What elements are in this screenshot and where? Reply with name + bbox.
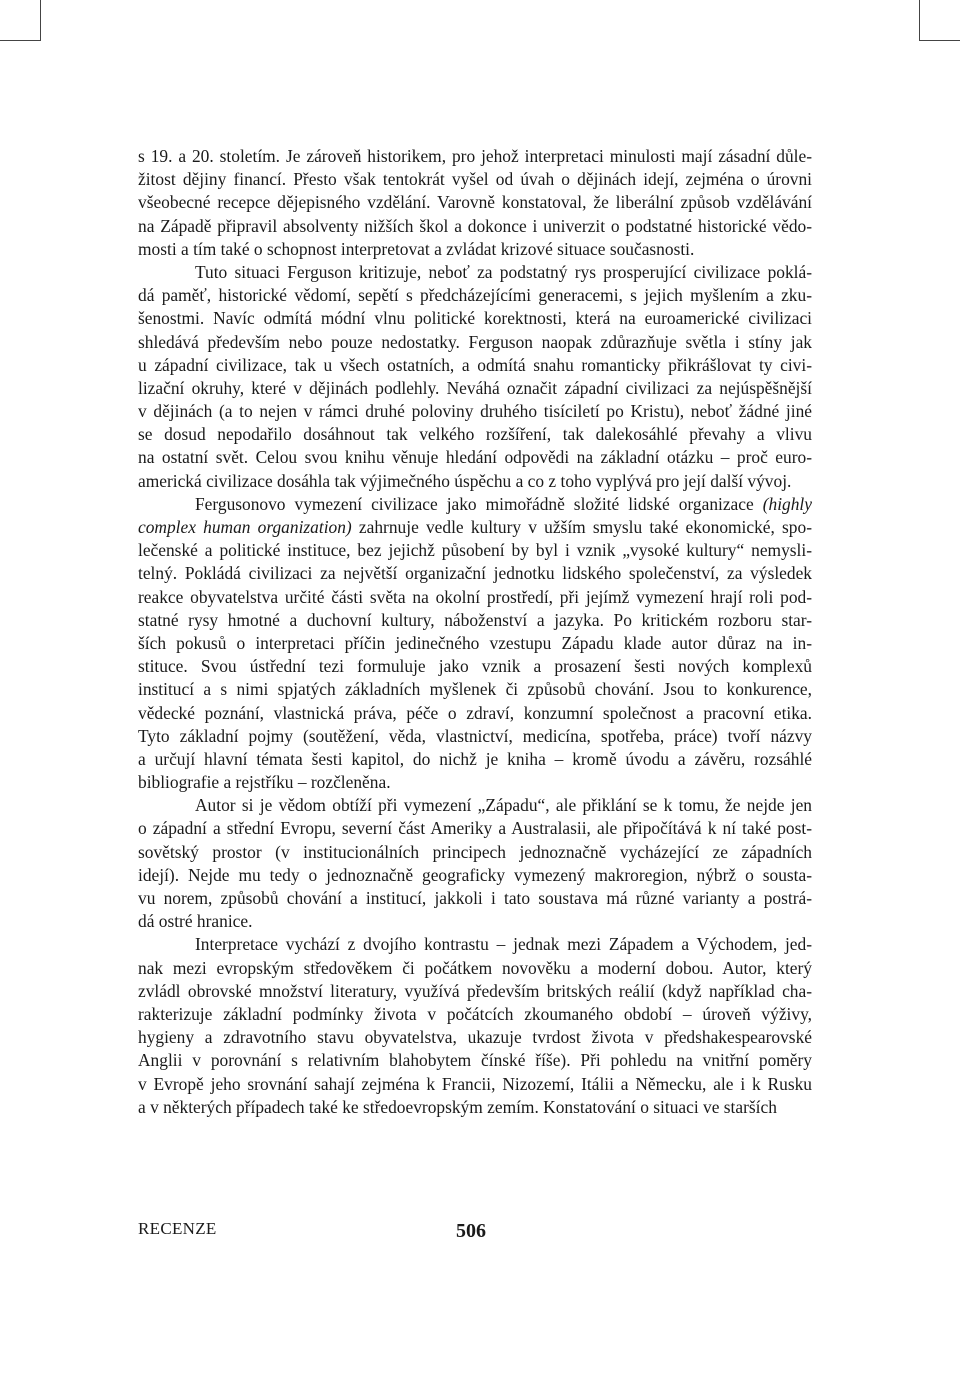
text-line: bibliografie a rejstříku – rozčleněna. [138, 772, 391, 793]
text-line: Anglii v porovnání s relativním blahobytem čínské říše). Při pohledu na vnitřní poměry [138, 1050, 812, 1071]
text-line: telný. Pokládá civilizaci za největší organizační jednotku lidského společenství, za výsledek [138, 563, 812, 584]
text-line: na ostatní svět. Celou svou knihu věnuje hledání odpovědi na základní otázku – proč euro- [138, 447, 812, 468]
text-line: mosti a tím také o schopnost interpretovat a zvládat krizové situace současnosti. [138, 238, 695, 259]
text-line: rakterizuje základní podmínky života v počátcích zkoumaného období – úroveň výživy, [138, 1003, 812, 1024]
text-line [138, 493, 812, 516]
text-line: lizační okruhy, které v dějinách podlehly. Neváhá označit západní civilizaci za nejúspěšnější [138, 377, 812, 398]
line-text: zahrnuje vedle kultury v užším smyslu také ekonomické, spo- [358, 517, 812, 537]
text-line: reakce obyvatelstva určité části světa na okolní prostředí, při jejímž vymezení hrají roli pod- [138, 586, 812, 607]
text-line: všeobecné recepce dějepisného vzdělání. Varovně konstatoval, že liberální způsob vzdělávání [138, 192, 812, 213]
text-line: žitost dějiny financí. Přesto však tentokrát vyšel od úvah o dějinách idejí, zejména o úrovni [138, 169, 812, 190]
paragraph [138, 493, 812, 794]
text-line: Interpretace vychází z dvojího kontrastu – jednak mezi Západem a Východem, jed- [195, 934, 812, 955]
text-line: v dějinách (a to nejen v rámci druhé poloviny druhého tisíciletí po Kristu), neboť žádné jiné [138, 401, 812, 422]
text-line: vu norem, způsobů chování a institucí, jakkoli i tato soustava má různé varianty a postrá- [138, 888, 812, 908]
text-line: lečenské a politické instituce, bez jejichž působení by byl i vznik „vysoké kultury“ nemysli- [138, 540, 812, 561]
text-line: a určují hlavní témata šesti kapitol, do nichž je kniha – kromě úvodu a závěru, rozsáhlé [138, 748, 812, 769]
text-line: shledává především nebo pouze nedostatky. Ferguson naopak zdůrazňuje světla i stíny jak [138, 331, 812, 352]
text-line: idejí). Nejde mu tedy o jednoznačně geograficky vymezený makroregion, nýbrž o sousta- [138, 864, 812, 885]
text-line: s 19. a 20. stoletím. Je zároveň historikem, pro jehož interpretaci minulosti mají zásadní důle- [138, 146, 812, 166]
text-line: se dosud nepodařilo dosáhnout tak velkého rozšíření, tak dalekosáhlé převahy a vlivu [138, 424, 812, 445]
text-line: u západní civilizace, tak u všech ostatních, a odmítá snahu romanticky přikrášlovat ty civi- [138, 354, 812, 375]
italic-phrase: complex human organization) [138, 517, 352, 537]
text-line: institucí a s nimi spjatých základních myšlenek či způsobů chování. Jsou to konkurence, [138, 679, 812, 700]
body-text [138, 145, 812, 1119]
paragraph [138, 261, 812, 493]
text-line: sovětský prostor (v institucionálních principech jednoznačně vycházející ze západních [138, 841, 812, 862]
text-line: vědecké poznání, vlastnická práva, péče o zdraví, konzumní společnost a pracovní etika. [138, 702, 812, 723]
text-line: šenostmi. Navíc odmítá módní vlnu politické korektnosti, která na euroamerické civilizaci [138, 308, 812, 329]
text-line: dá ostré hranice. [138, 911, 253, 932]
text-line: stituce. Svou ústřední tezi formuluje jako vznik a prosazení šesti nových komplexů [138, 656, 812, 677]
section-label: RECENZE [138, 1219, 217, 1238]
line-text: Fergusonovo vymezení civilizace jako mimořádně složité lidské organizace [195, 493, 754, 514]
text-line: americká civilizace dosáhla tak výjimečného úspěchu a co z toho vyplývá pro její další vývoj. [138, 470, 792, 491]
text-line: Tuto situaci Ferguson kritizuje, neboť za podstatný rys prosperující civilizace poklá- [195, 261, 812, 282]
text-line: na Západě připravil absolventy nižších škol a dokonce i univerzit o podstatné historické vědo- [138, 215, 812, 236]
paragraph [138, 933, 812, 1119]
paragraph [138, 145, 812, 261]
text-line: statné rysy hmotné a duchovní kultury, náboženství a jazyka. Po kritickém rozboru star- [138, 609, 812, 630]
page-number: 506 [456, 1220, 486, 1242]
crop-mark-top-left [0, 0, 41, 41]
text-line: ších pokusů o interpretaci příčin jedinečného vzestupu Západu klade autor důraz na in- [138, 632, 812, 653]
text-line: v Evropě jeho srovnání sahají zejména k Francii, Nizozemí, Itálii a Německu, ale i k Rusku [138, 1073, 812, 1094]
text-line: zvládl obrovské množství literatury, využívá především britských reálií (když například cha- [138, 980, 812, 1001]
text-line: dá paměť, historické vědomí, sepětí s předcházejícími generacemi, s jejich myšlením a zku- [138, 285, 812, 306]
text-line: nak mezi evropským středověkem či počátkem novověku a moderní dobou. Autor, který [138, 957, 812, 978]
text-line: o západní a střední Evropu, severní část Ameriky a Australasii, ale připočítává k ní také post- [138, 818, 812, 839]
crop-mark-top-right [919, 0, 960, 41]
paragraph [138, 794, 812, 933]
text-line: a v některých případech také ke středoevropským zemím. Konstatování o situaci ve starších [138, 1096, 777, 1117]
text-line: Autor si je vědom obtíží při vymezení „Západu“, ale přiklání se k tomu, že nejde jen [195, 795, 812, 816]
text-line [138, 516, 812, 539]
italic-phrase: (highly [762, 493, 812, 514]
text-line: Tyto základní pojmy (soutěžení, věda, vlastnictví, medicína, spotřeba, práce) tvoří názvy [138, 725, 812, 746]
text-line: hygieny a zdravotního stavu obyvatelstva, ukazuje tvrdost života v předshakespearovské [138, 1027, 812, 1048]
